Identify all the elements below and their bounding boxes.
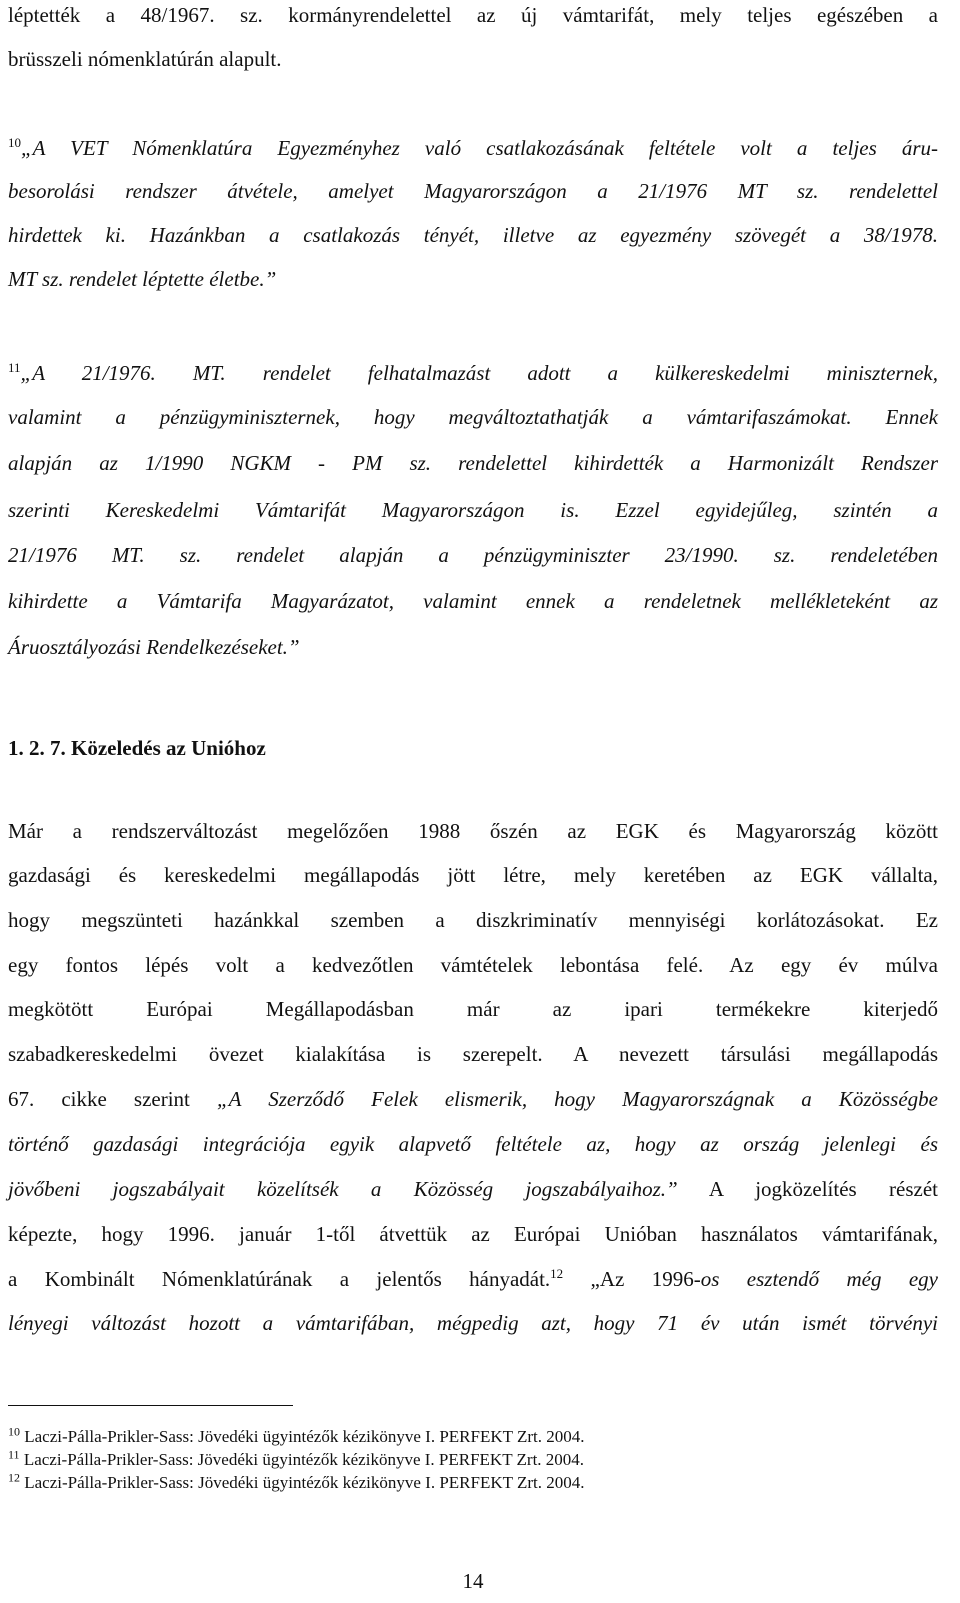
footnote-text: Laczi-Pálla-Prikler-Sass: Jövedéki ügyintézők kézikönyve I. PERFEKT Zrt. 2004. — [23, 1450, 585, 1469]
quote-line: lényegi változást hozott a vámtarifában, mégpedig azt, hogy 71 év után ismét törvényi — [8, 1311, 938, 1335]
quote-text: „A VET Nómenklatúra Egyezményhez való csatlakozásának feltétele volt a teljes áru- — [21, 136, 938, 160]
footnote — [8, 1470, 938, 1493]
text-line: hogy megszünteti hazánkkal szemben a diszkriminatív mennyiségi korlátozásokat. Ez — [8, 908, 938, 932]
quote-line — [8, 135, 938, 161]
quote-run: jövőbeni jogszabályait közelítsék a Közösség jogszabályaihoz.” — [8, 1177, 678, 1201]
text-line: egy fontos lépés volt a kedvezőtlen vámtételek lebontása felé. Az egy év múlva — [8, 953, 938, 977]
footnote — [8, 1424, 938, 1447]
text-line — [8, 1086, 938, 1112]
quote-line: 21/1976 MT. sz. rendelet alapján a pénzügyminiszter 23/1990. sz. rendeletében — [8, 543, 938, 567]
text-run: 67. cikke szerint — [8, 1087, 217, 1111]
text-line: gazdasági és kereskedelmi megállapodás jött létre, mely keretében az EGK vállalta, — [8, 863, 938, 887]
note-marker: 10 — [8, 135, 21, 150]
text-line — [8, 1266, 938, 1292]
text-line: léptették a 48/1967. sz. kormányrendelettel az új vámtarifát, mely teljes egészében a — [8, 3, 938, 27]
section-heading — [8, 735, 266, 761]
text-run: a Kombinált Nómenklatúrának a jelentős hányadát. — [8, 1267, 551, 1291]
quote-line: valamint a pénzügyminiszternek, hogy megváltoztathatják a vámtarifaszámokat. Ennek — [8, 405, 938, 429]
quote-run: „A Szerződő Felek elismerik, hogy Magyarországnak a Közösségbe — [216, 1087, 938, 1111]
text-line: megkötött Európai Megállapodásban már az ipari termékekre kiterjedő — [8, 997, 938, 1021]
quote-line: szerinti Kereskedelmi Vámtarifát Magyarországon is. Ezzel egyidejűleg, szintén a — [8, 498, 938, 522]
footnote-number: 12 — [8, 1470, 20, 1485]
text-line: szabadkereskedelmi övezet kialakítása is szerepelt. A nevezett társulási megállapodás — [8, 1042, 938, 1066]
quote-line: Áruosztályozási Rendelkezéseket.” — [8, 635, 300, 659]
footnote-ref[interactable]: 12 — [550, 1266, 564, 1281]
quote-line: történő gazdasági integrációja egyik alapvető feltétele az, hogy az ország jelenlegi és — [8, 1132, 938, 1156]
text-line: képezte, hogy 1996. január 1-től átvettük az Európai Unióban használatos vámtarifának, — [8, 1222, 938, 1246]
section-title: Közeledés az Unióhoz — [71, 736, 266, 760]
footnote-separator — [8, 1405, 293, 1406]
text-run: „Az 1996- — [563, 1267, 701, 1291]
quote-run: os esztendő még egy — [700, 1267, 938, 1291]
footnote-number: 11 — [8, 1447, 20, 1462]
footnote-number: 10 — [8, 1424, 20, 1439]
quote-line — [8, 360, 938, 386]
text-line: Már a rendszerváltozást megelőzően 1988 őszén az EGK és Magyarország között — [8, 819, 938, 843]
note-marker: 11 — [8, 360, 21, 375]
quote-line: besorolási rendszer átvétele, amelyet Magyarországon a 21/1976 MT sz. rendelettel — [8, 179, 938, 203]
footnote — [8, 1447, 938, 1470]
quote-line: MT sz. rendelet léptette életbe.” — [8, 267, 277, 291]
page-number: 14 — [462, 1569, 484, 1593]
text-line — [8, 1176, 938, 1202]
footnote-text: Laczi-Pálla-Prikler-Sass: Jövedéki ügyintézők kézikönyve I. PERFEKT Zrt. 2004. — [24, 1427, 585, 1446]
text-line: brüsszeli nómenklatúrán alapult. — [8, 47, 282, 71]
quote-line: hirdettek ki. Hazánkban a csatlakozás tényét, illetve az egyezmény szövegét a 38/1978. — [8, 223, 938, 247]
footnote-text: Laczi-Pálla-Prikler-Sass: Jövedéki ügyintézők kézikönyve I. PERFEKT Zrt. 2004. — [24, 1473, 585, 1492]
quote-text: „A 21/1976. MT. rendelet felhatalmazást adott a külkereskedelmi miniszternek, — [20, 361, 938, 385]
quote-line: kihirdette a Vámtarifa Magyarázatot, valamint ennek a rendeletnek mellékleteként az — [8, 589, 938, 613]
section-number: 1. 2. 7. — [8, 736, 66, 760]
quote-line: alapján az 1/1990 NGKM - PM sz. rendelettel kihirdették a Harmonizált Rendszer — [8, 451, 938, 475]
text-run: A jogközelítés részét — [677, 1177, 938, 1201]
